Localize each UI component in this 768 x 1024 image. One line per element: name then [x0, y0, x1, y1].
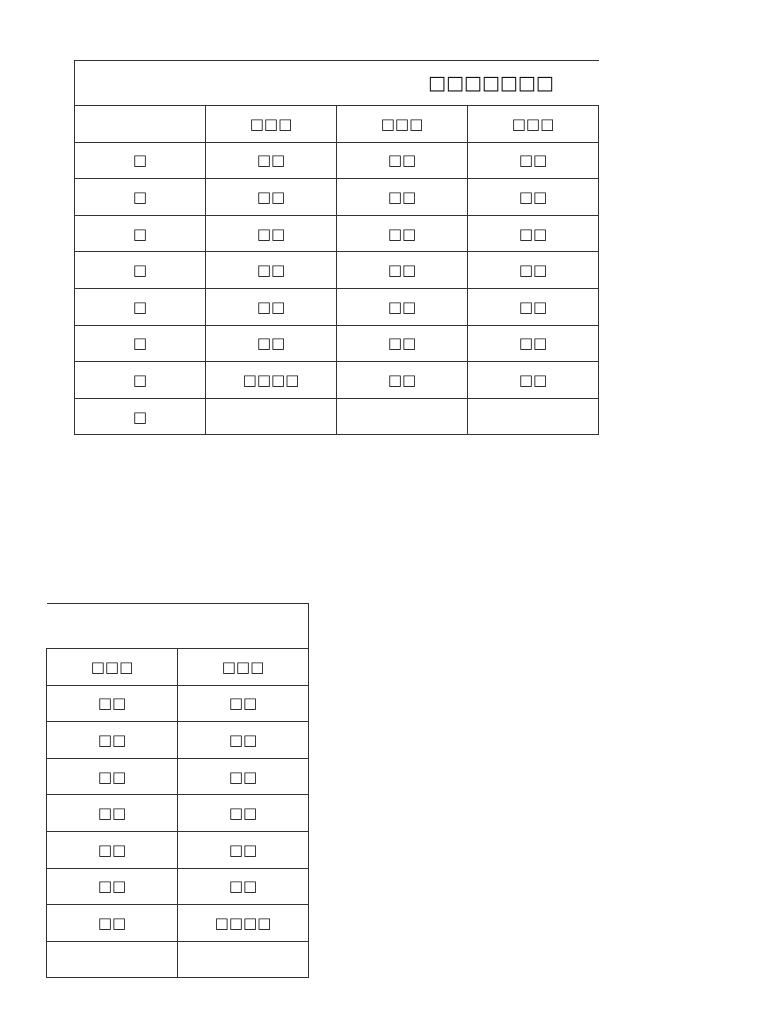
table-row: [47, 941, 309, 978]
table-cell: □□: [47, 831, 178, 868]
table-cell: □: [75, 142, 206, 179]
table-cell: □□: [178, 722, 309, 759]
table-row: [47, 685, 309, 722]
table-cell: □□: [178, 795, 309, 832]
table-cell: □: [75, 325, 206, 362]
table-row: [75, 325, 599, 362]
table-cell: [206, 398, 337, 435]
table-title: [47, 604, 309, 649]
table-row: [75, 179, 599, 216]
header-cell: □□□: [178, 649, 309, 686]
table-cell: □□: [337, 252, 468, 289]
table-row: [47, 905, 309, 942]
table-header-row: [47, 649, 309, 686]
table-cell: □□: [206, 142, 337, 179]
table-row: [47, 795, 309, 832]
table-cell: □: [75, 215, 206, 252]
table-cell: □□: [178, 868, 309, 905]
table-cell: □□: [337, 142, 468, 179]
table-cell: □□: [47, 758, 178, 795]
table-cell: □: [75, 398, 206, 435]
header-cell: □□□: [468, 106, 599, 143]
table-cell: □□: [337, 215, 468, 252]
schedule-table-top: [74, 60, 599, 435]
schedule-table-bottom: [46, 603, 309, 978]
table-cell: □□: [47, 685, 178, 722]
table-row: [75, 215, 599, 252]
header-cell: □□□: [337, 106, 468, 143]
table-cell: □: [75, 362, 206, 399]
table-cell: □□: [178, 831, 309, 868]
table-cell: □□□□: [206, 362, 337, 399]
table-cell: □□□□: [178, 905, 309, 942]
table-row: [47, 758, 309, 795]
table-cell: □: [75, 179, 206, 216]
table-row: [75, 288, 599, 325]
table-cell: □□: [468, 362, 599, 399]
table-row: [75, 398, 599, 435]
table-cell: □□: [47, 795, 178, 832]
table-cell: □□: [337, 179, 468, 216]
table-cell: [468, 398, 599, 435]
header-cell: □□□: [206, 106, 337, 143]
table-cell: [178, 941, 309, 978]
table-row: [47, 722, 309, 759]
table-row: [47, 868, 309, 905]
table-cell: □: [75, 252, 206, 289]
table-cell: □□: [47, 722, 178, 759]
table-cell: □□: [468, 325, 599, 362]
table-title: □□□□□□□: [75, 61, 599, 106]
table-cell: □□: [47, 905, 178, 942]
table-cell: □□: [47, 868, 178, 905]
table-row: [75, 142, 599, 179]
table-cell: □□: [337, 362, 468, 399]
header-cell: [75, 106, 206, 143]
table-cell: □□: [206, 325, 337, 362]
table-cell: □□: [468, 142, 599, 179]
table-cell: □: [75, 288, 206, 325]
table-title-row: [75, 61, 599, 106]
table-cell: □□: [178, 685, 309, 722]
table-cell: □□: [337, 288, 468, 325]
table-cell: □□: [206, 215, 337, 252]
table-cell: □□: [468, 252, 599, 289]
table-title-row: [47, 604, 309, 649]
table-row: [75, 362, 599, 399]
table-cell: [47, 941, 178, 978]
table-cell: □□: [206, 288, 337, 325]
table-row: [75, 252, 599, 289]
table-header-row: [75, 106, 599, 143]
table-cell: □□: [206, 179, 337, 216]
table-cell: □□: [468, 179, 599, 216]
table-cell: [337, 398, 468, 435]
table-cell: □□: [468, 288, 599, 325]
header-cell: □□□: [47, 649, 178, 686]
table-cell: □□: [206, 252, 337, 289]
table-cell: □□: [468, 215, 599, 252]
table-cell: □□: [337, 325, 468, 362]
table-row: [47, 831, 309, 868]
table-cell: □□: [178, 758, 309, 795]
